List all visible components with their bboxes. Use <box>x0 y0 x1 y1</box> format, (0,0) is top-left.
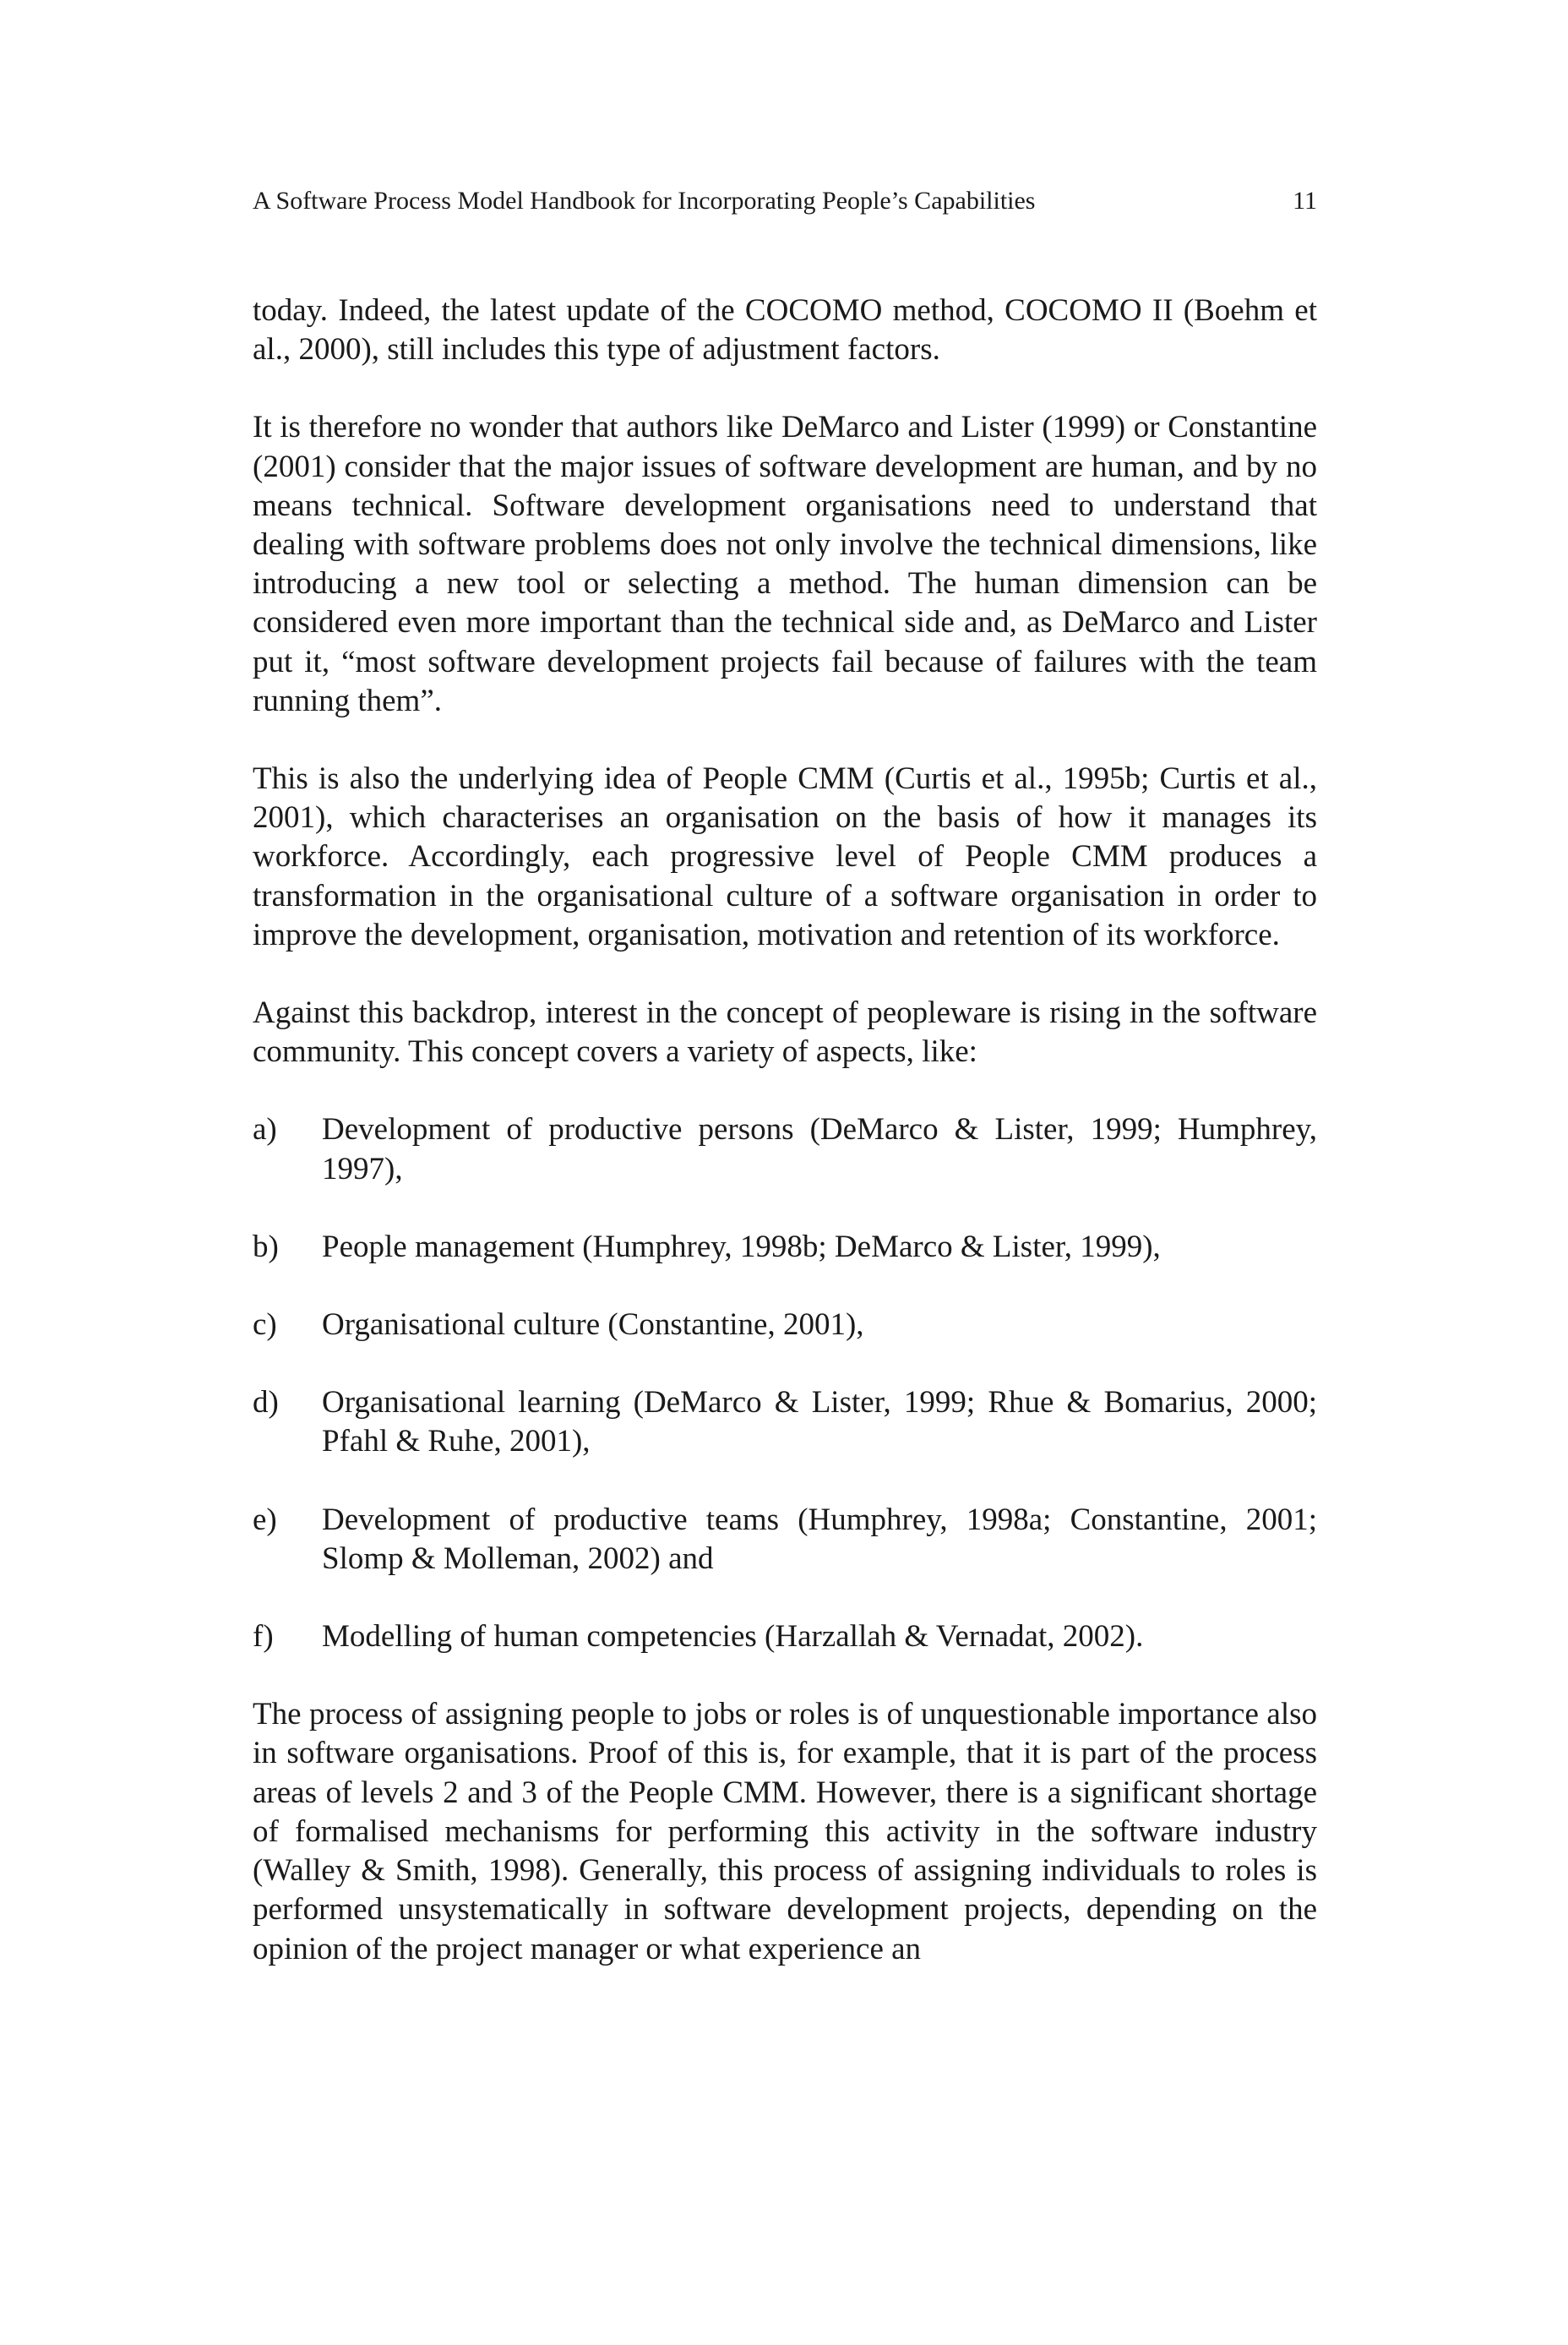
page-number: 11 <box>1293 187 1317 215</box>
list-marker: d) <box>253 1385 279 1421</box>
running-title: A Software Process Model Handbook for Incorporating People’s Capabilities <box>253 187 1036 215</box>
paragraph: today. Indeed, the latest update of the COCOMO method, COCOMO II (Boehm et al., 2000), still includes this type of adjustment factors. <box>253 293 1317 368</box>
list-marker: e) <box>253 1502 277 1537</box>
list-item-text: Organisational culture (Constantine, 2001), <box>322 1307 864 1343</box>
list-item-text: Development of productive persons (DeMarco & Lister, 1999; Humphrey, 1997), <box>322 1112 1317 1186</box>
closing-paragraph: The process of assigning people to jobs or roles is of unquestionable importance also in software organisations. Proof of this is, for example, that it is part of the process areas of levels 2 and 3 of the People CMM. However, there is a significant shortage of formalised mechanisms for performing this activity in the software industry (Walley & Smith, 1998). Generally, this process of assigning individuals to roles is performed unsystematically in software development projects, depending on the opinion of the project manager or what experience an <box>253 1697 1317 1966</box>
paragraph: It is therefore no wonder that authors like DeMarco and Lister (1999) or Constantine (2001) consider that the major issues of software development are human, and by no means technical. Software development organisations need to understand that dealing with software problems does not only involve the technical dimensions, like introducing a new tool or selecting a method. The human dimension can be considered even more important than the technical side and, as DeMarco and Lister put it, “most software development projects fail because of failures with the team running them”. <box>253 410 1317 718</box>
list-item <box>253 1110 1317 1188</box>
list-item-text: People management (Humphrey, 1998b; DeMarco & Lister, 1999), <box>322 1229 1161 1264</box>
running-header <box>253 184 1317 218</box>
paragraph: This is also the underlying idea of People CMM (Curtis et al., 1995b; Curtis et al., 2001), which characterises an organisation on the basis of how it manages its workforce. Accordingly, each progressive level of People CMM produces a transformation in the organisational culture of a software organisation in order to improve the development, organisation, motivation and retention of its workforce. <box>253 761 1317 952</box>
list-item <box>253 1501 1317 1579</box>
list-marker: b) <box>253 1229 279 1264</box>
list-item <box>253 1306 1317 1344</box>
paragraph: Against this backdrop, interest in the concept of peopleware is rising in the software community. This concept covers a variety of aspects, like: <box>253 995 1317 1070</box>
list-item-text: Organisational learning (DeMarco & Lister, 1999; Rhue & Bomarius, 2000; Pfahl & Ruhe, 2001), <box>322 1385 1317 1459</box>
list-item <box>253 1228 1317 1267</box>
list-marker: a) <box>253 1112 277 1148</box>
list-marker: f) <box>253 1619 274 1655</box>
list-marker: c) <box>253 1307 277 1343</box>
body-text <box>253 292 1317 2008</box>
list-item-text: Development of productive teams (Humphrey, 1998a; Constantine, 2001; Slomp & Molleman, 2002) and <box>322 1502 1317 1576</box>
list-item <box>253 1383 1317 1461</box>
list-item-text: Modelling of human competencies (Harzallah & Vernadat, 2002). <box>322 1619 1144 1655</box>
list-item <box>253 1617 1317 1656</box>
peopleware-aspects-list <box>253 1110 1317 1656</box>
